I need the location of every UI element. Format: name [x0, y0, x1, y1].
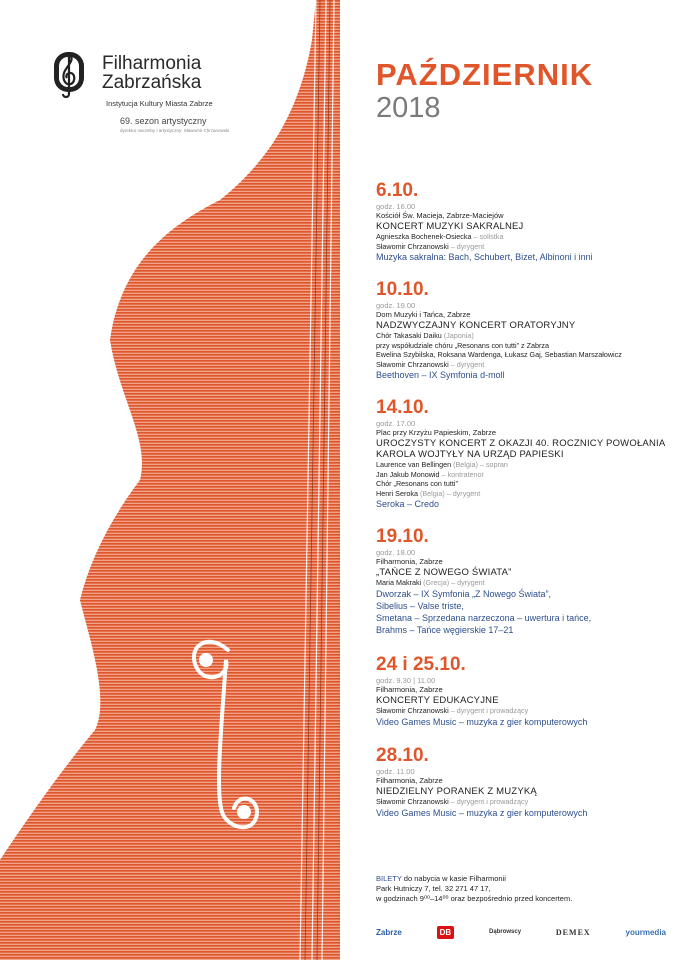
event-program: Seroka – Credo	[376, 499, 440, 509]
performer-name: Sławomir Chrzanowski	[376, 241, 449, 251]
event-performer	[376, 360, 666, 370]
event-time: godz. 17.00	[376, 419, 416, 428]
event-title: KAROLA WOJTYŁY NA URZĄD PAPIESKI	[376, 449, 564, 460]
event-title: KONCERT MUZYKI SAKRALNEJ	[376, 221, 524, 232]
performer-name: Maria Makraki	[376, 578, 422, 587]
event-time: godz. 9.30 | 11.00	[376, 676, 436, 685]
performer-role: – kontratenor	[439, 469, 484, 479]
sponsor-dabrowscy[interactable]: Dąbrowscy	[489, 929, 522, 935]
performer-role: – dyrygent i prowadzący	[448, 706, 529, 715]
performer-name: Sławomir Chrzanowski	[376, 706, 449, 715]
tickets-lead: BILETY	[376, 874, 402, 883]
event-date: 14.10.	[376, 397, 429, 418]
event-item	[376, 398, 666, 510]
event-performer	[376, 350, 666, 360]
performer-role: (Belgia) – sopran	[451, 460, 508, 469]
event-program: Muzyka sakralna: Bach, Schubert, Bizet, Albinoni i inni	[376, 252, 593, 262]
performer-name: Jan Jakub Monowid	[376, 469, 440, 479]
event-performer	[376, 479, 666, 489]
performer-role: (Japonia)	[441, 331, 474, 340]
sponsor-zabrze[interactable]: Zabrze	[376, 927, 402, 937]
event-performer	[376, 242, 666, 252]
institution-label: Instytucja Kultury Miasta Zabrze	[106, 99, 213, 108]
org-name-line2: Zabrzańska	[102, 72, 202, 93]
event-program: Dworzak – IX Symfonia „Z Nowego Świata”,	[376, 588, 552, 599]
event-performer	[376, 797, 666, 807]
event-date: 19.10.	[376, 526, 429, 547]
event-program: Beethoven – IX Symfonia d-moll	[376, 370, 505, 380]
performer-role: – dyrygent	[448, 359, 485, 369]
event-venue: Filharmonia, Zabrze	[376, 685, 443, 694]
event-program: Video Games Music – muzyka z gier komputerowych	[376, 716, 588, 727]
event-date: 28.10.	[376, 745, 429, 766]
event-venue: Filharmonia, Zabrze	[376, 776, 443, 785]
performer-role: (Belgia) – dyrygent	[417, 488, 481, 498]
performer-name: Sławomir Chrzanowski	[376, 359, 449, 369]
tickets-line3: w godzinach 9⁰⁰–14⁰⁰ oraz bezpośrednio przed koncertem.	[376, 894, 573, 903]
performer-name: Ewelina Szybilska, Roksana Wardenga, Łukasz Gaj, Sebastian Marszałowicz	[376, 350, 622, 359]
performer-name: Chór Takasaki Daiku	[376, 331, 442, 340]
event-time: godz. 19.00	[376, 301, 416, 310]
event-date: 24 i 25.10.	[376, 654, 466, 675]
event-venue: Plac przy Krzyżu Papieskim, Zabrze	[376, 428, 497, 437]
season-director: dyrektor naczelny i artystyczny: Sławomir Chrzanowski	[120, 128, 230, 133]
event-performer	[376, 460, 666, 470]
event-item	[376, 527, 666, 636]
performer-name: Henri Seroka	[376, 488, 418, 498]
event-date: 10.10.	[376, 279, 429, 300]
event-venue: Dom Muzyki i Tańca, Zabrze	[376, 310, 471, 319]
event-performer	[376, 331, 666, 341]
event-title: NADZWYCZAJNY KONCERT ORATORYJNY	[376, 320, 576, 331]
event-title: „TAŃCE Z NOWEGO ŚWIATA”	[376, 567, 512, 578]
month-heading: PAŹDZIERNIK	[376, 57, 594, 92]
event-item	[376, 655, 666, 728]
sponsor-yourmedia[interactable]: yourmedia	[625, 927, 666, 937]
event-program: Smetana – Sprzedana narzeczona – uwertura i tańce,	[376, 612, 592, 623]
performer-role: – solistka	[471, 232, 504, 241]
event-performer	[376, 232, 666, 242]
event-performer	[376, 489, 666, 499]
sponsor-logos	[376, 922, 666, 942]
year-heading: 2018	[376, 92, 441, 124]
season-label: 69. sezon artystyczny	[120, 116, 207, 126]
event-performer	[376, 578, 666, 588]
event-venue: Kościół Św. Macieja, Zabrze-Maciejów	[376, 211, 504, 220]
event-title: UROCZYSTY KONCERT Z OKAZJI 40. ROCZNICY POWOŁANIA	[376, 438, 666, 449]
performer-role: (Grecja) – dyrygent	[421, 578, 485, 587]
event-title: KONCERTY EDUKACYJNE	[376, 695, 499, 706]
event-performer	[376, 470, 666, 480]
event-item	[376, 280, 666, 381]
performer-name: Sławomir Chrzanowski	[376, 797, 449, 806]
event-item	[376, 746, 666, 819]
event-performer	[376, 341, 666, 351]
performer-role: – dyrygent i prowadzący	[448, 797, 529, 806]
event-date: 6.10.	[376, 180, 419, 201]
event-program: Sibelius – Valse triste,	[376, 600, 464, 611]
sponsor-demex[interactable]: DEMEX	[555, 927, 591, 937]
event-program: Video Games Music – muzyka z gier komputerowych	[376, 807, 588, 818]
event-performer	[376, 706, 666, 716]
f-hole-top-circle	[199, 653, 213, 667]
tickets-line1: do nabycia w kasie Filharmonii	[401, 874, 506, 883]
sponsor-db[interactable]: DB	[437, 926, 455, 939]
tickets-line2: Park Hutniczy 7, tel. 32 271 47 17,	[376, 884, 491, 893]
f-hole-bottom-circle	[237, 805, 251, 819]
event-time: godz. 16.00	[376, 202, 416, 211]
event-venue: Filharmonia, Zabrze	[376, 557, 443, 566]
treble-clef-icon	[50, 48, 92, 100]
performer-name: Chór „Resonans con tutti”	[376, 479, 458, 488]
org-name-line1: Filharmonia	[102, 53, 202, 74]
performer-name: Laurence van Bellingen	[376, 460, 452, 469]
event-time: godz. 18.00	[376, 548, 416, 557]
performer-name: Agnieszka Bochenek-Osiecka	[376, 232, 472, 241]
event-item	[376, 181, 666, 263]
performer-name: przy współudziale chóru „Resonans con tutti” z Zabrza	[376, 340, 549, 350]
orchestra-logo[interactable]	[50, 48, 201, 100]
event-title: NIEDZIELNY PORANEK Z MUZYKĄ	[376, 786, 537, 797]
event-time: godz. 11.00	[376, 767, 415, 776]
performer-role: – dyrygent	[448, 241, 485, 251]
tickets-info	[376, 874, 572, 904]
event-program: Brahms – Tańce węgierskie 17–21	[376, 624, 514, 635]
